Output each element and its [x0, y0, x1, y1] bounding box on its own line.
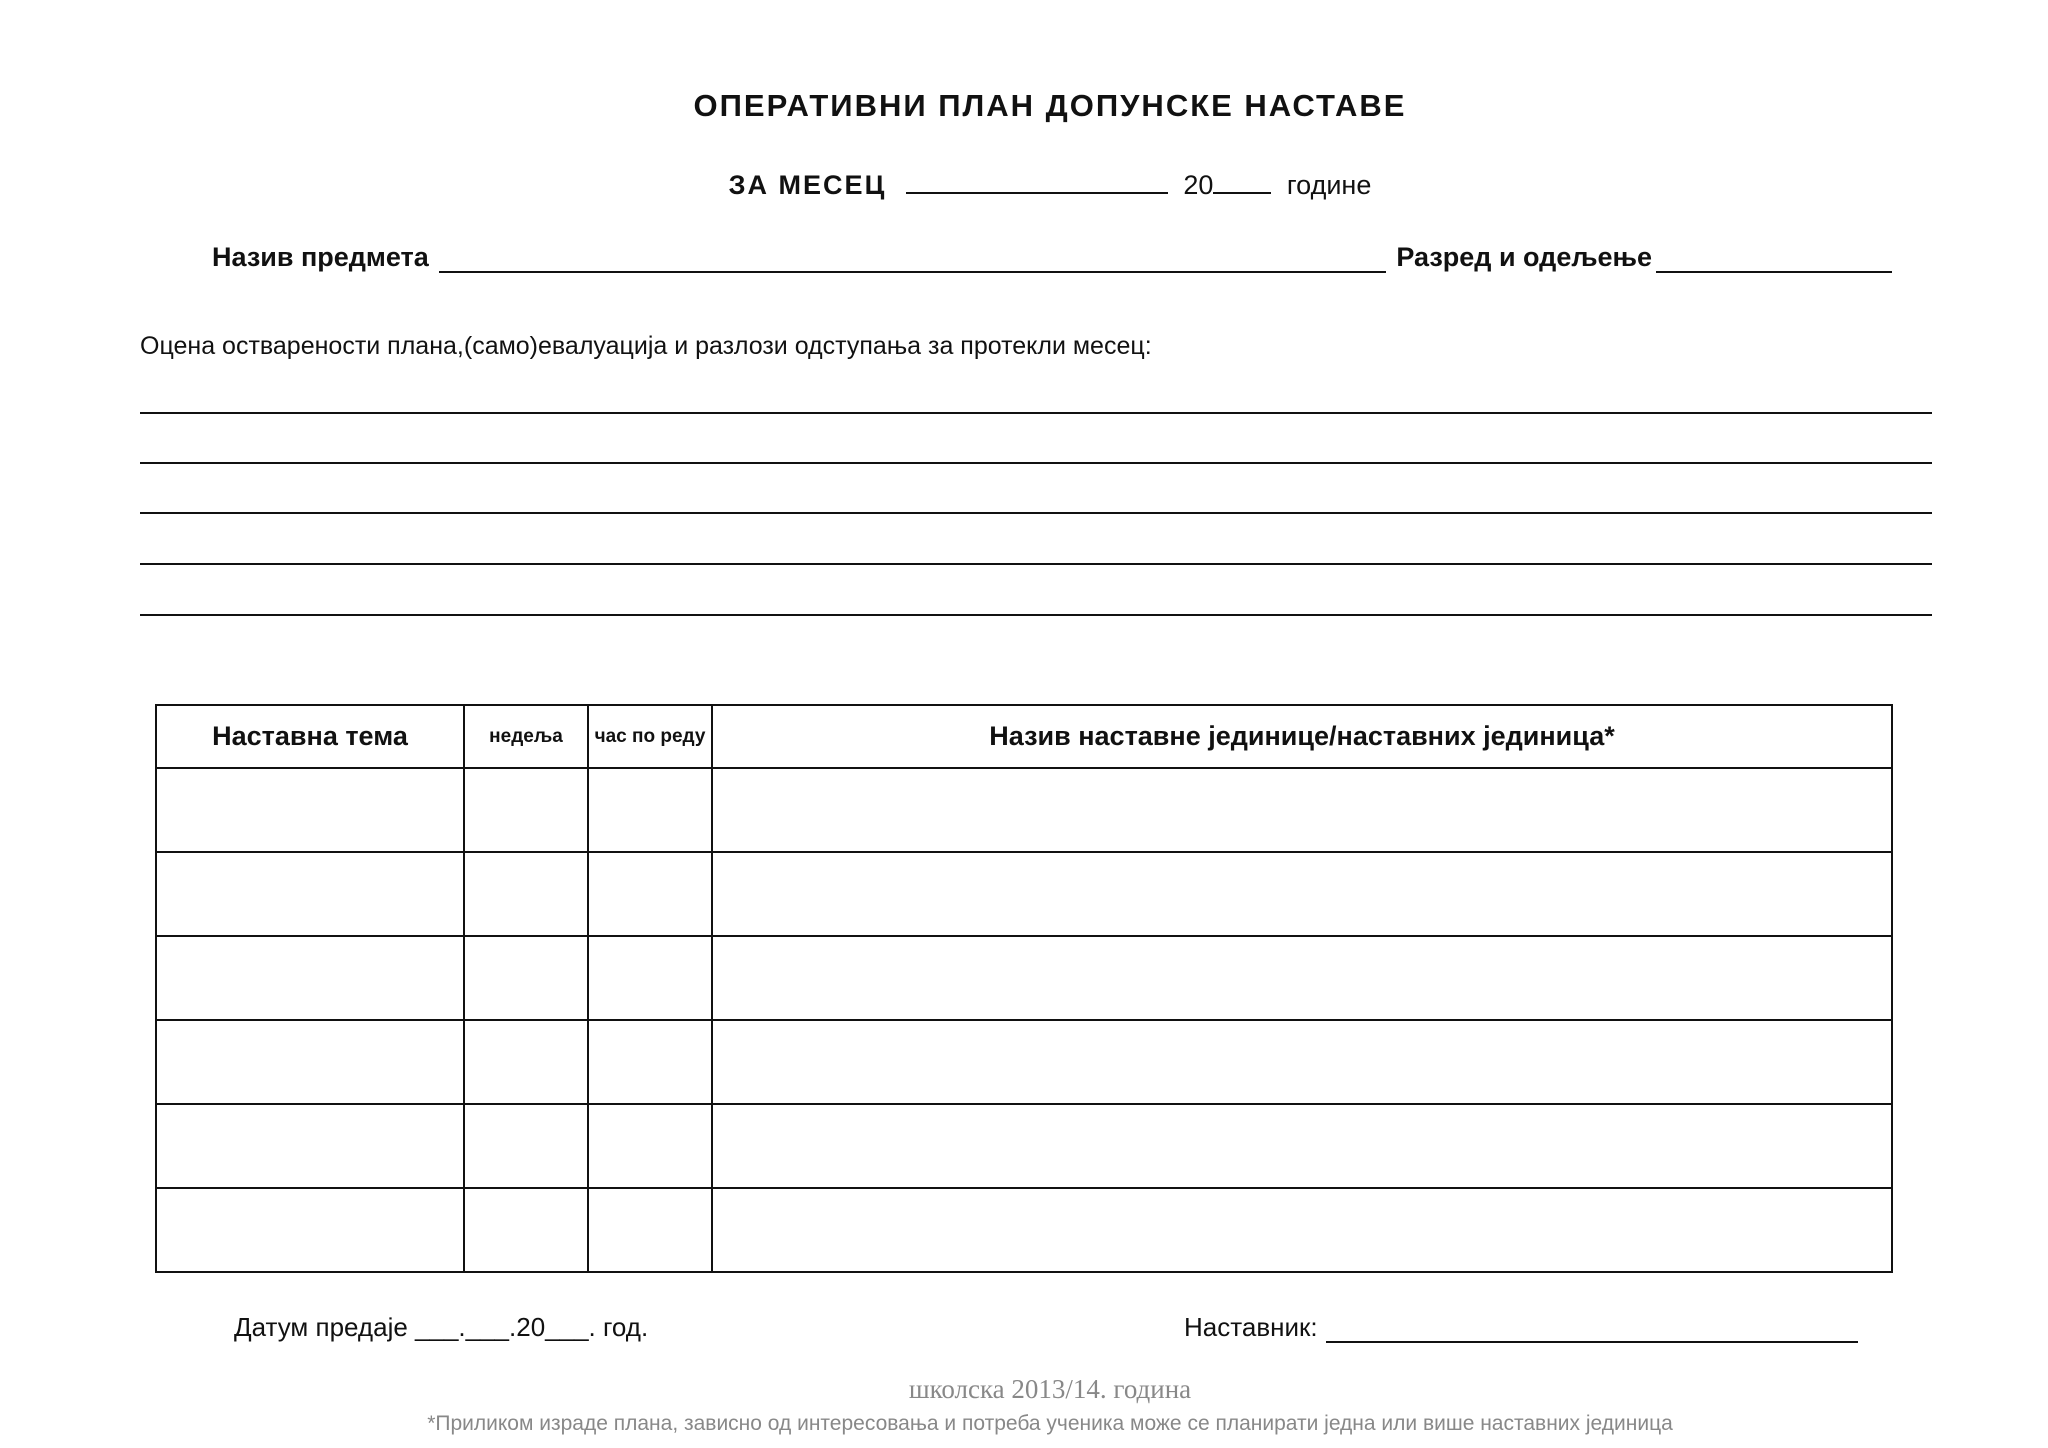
month-label: ЗА МЕСЕЦ	[728, 170, 887, 200]
table-row	[156, 1104, 1892, 1188]
cell-theme[interactable]	[156, 1020, 464, 1104]
evaluation-line-5[interactable]	[140, 614, 1932, 616]
cell-unit[interactable]	[712, 768, 1892, 852]
submission-date[interactable]: Датум предаје ___.___.20___. год.	[234, 1312, 649, 1342]
evaluation-label: Оцена остварености плана,(само)евалуација и разлози одступања за протекли месец:	[140, 332, 1152, 360]
teacher-blank[interactable]	[1326, 1315, 1858, 1343]
cell-unit[interactable]	[712, 936, 1892, 1020]
table-row	[156, 1020, 1892, 1104]
cell-unit[interactable]	[712, 852, 1892, 936]
cell-unit[interactable]	[712, 1020, 1892, 1104]
cell-unit[interactable]	[712, 1188, 1892, 1272]
cell-hour[interactable]	[588, 768, 712, 852]
cell-theme[interactable]	[156, 768, 464, 852]
table-row	[156, 852, 1892, 936]
cell-week[interactable]	[464, 1020, 588, 1104]
footnote: *Приликом израде плана, зависно од интересовања и потреба ученика може се планирати једна или више наставних јединица	[427, 1412, 1673, 1435]
cell-week[interactable]	[464, 1104, 588, 1188]
header-theme: Наставна тема	[156, 705, 464, 768]
cell-theme[interactable]	[156, 1188, 464, 1272]
class-label: Разред и одељење	[1396, 242, 1652, 272]
evaluation-line-2[interactable]	[140, 462, 1932, 464]
cell-week[interactable]	[464, 1188, 588, 1272]
year-blank[interactable]	[1213, 168, 1271, 194]
cell-week[interactable]	[464, 936, 588, 1020]
header-hour: час по реду	[588, 705, 712, 768]
teacher-line	[1184, 1312, 1858, 1343]
cell-theme[interactable]	[156, 852, 464, 936]
cell-theme[interactable]	[156, 1104, 464, 1188]
month-blank[interactable]	[906, 168, 1168, 194]
table-row	[156, 1188, 1892, 1272]
document-title: ОПЕРАТИВНИ ПЛАН ДОПУНСКЕ НАСТАВЕ	[693, 88, 1407, 123]
evaluation-line-4[interactable]	[140, 563, 1932, 565]
plan-table	[155, 704, 1893, 1273]
cell-unit[interactable]	[712, 1104, 1892, 1188]
header-week: недеља	[464, 705, 588, 768]
evaluation-line-3[interactable]	[140, 512, 1932, 514]
evaluation-line-1[interactable]	[140, 412, 1932, 414]
cell-hour[interactable]	[588, 1188, 712, 1272]
cell-hour[interactable]	[588, 1020, 712, 1104]
cell-hour[interactable]	[588, 1104, 712, 1188]
cell-week[interactable]	[464, 768, 588, 852]
cell-hour[interactable]	[588, 936, 712, 1020]
cell-week[interactable]	[464, 852, 588, 936]
subject-label: Назив предмета	[212, 242, 429, 272]
subject-blank[interactable]	[439, 247, 1387, 273]
header-unit: Назив наставне јединице/наставних јединица*	[712, 705, 1892, 768]
table-header-row	[156, 705, 1892, 768]
subject-line	[212, 242, 1892, 273]
table-row	[156, 768, 1892, 852]
class-blank[interactable]	[1656, 247, 1892, 273]
cell-hour[interactable]	[588, 852, 712, 936]
cell-theme[interactable]	[156, 936, 464, 1020]
month-line	[0, 168, 2048, 201]
year-suffix: године	[1286, 170, 1372, 200]
year-prefix: 20	[1183, 170, 1214, 200]
school-year: школска 2013/14. година	[908, 1374, 1192, 1404]
table-row	[156, 936, 1892, 1020]
teacher-label: Наставник:	[1184, 1312, 1318, 1342]
